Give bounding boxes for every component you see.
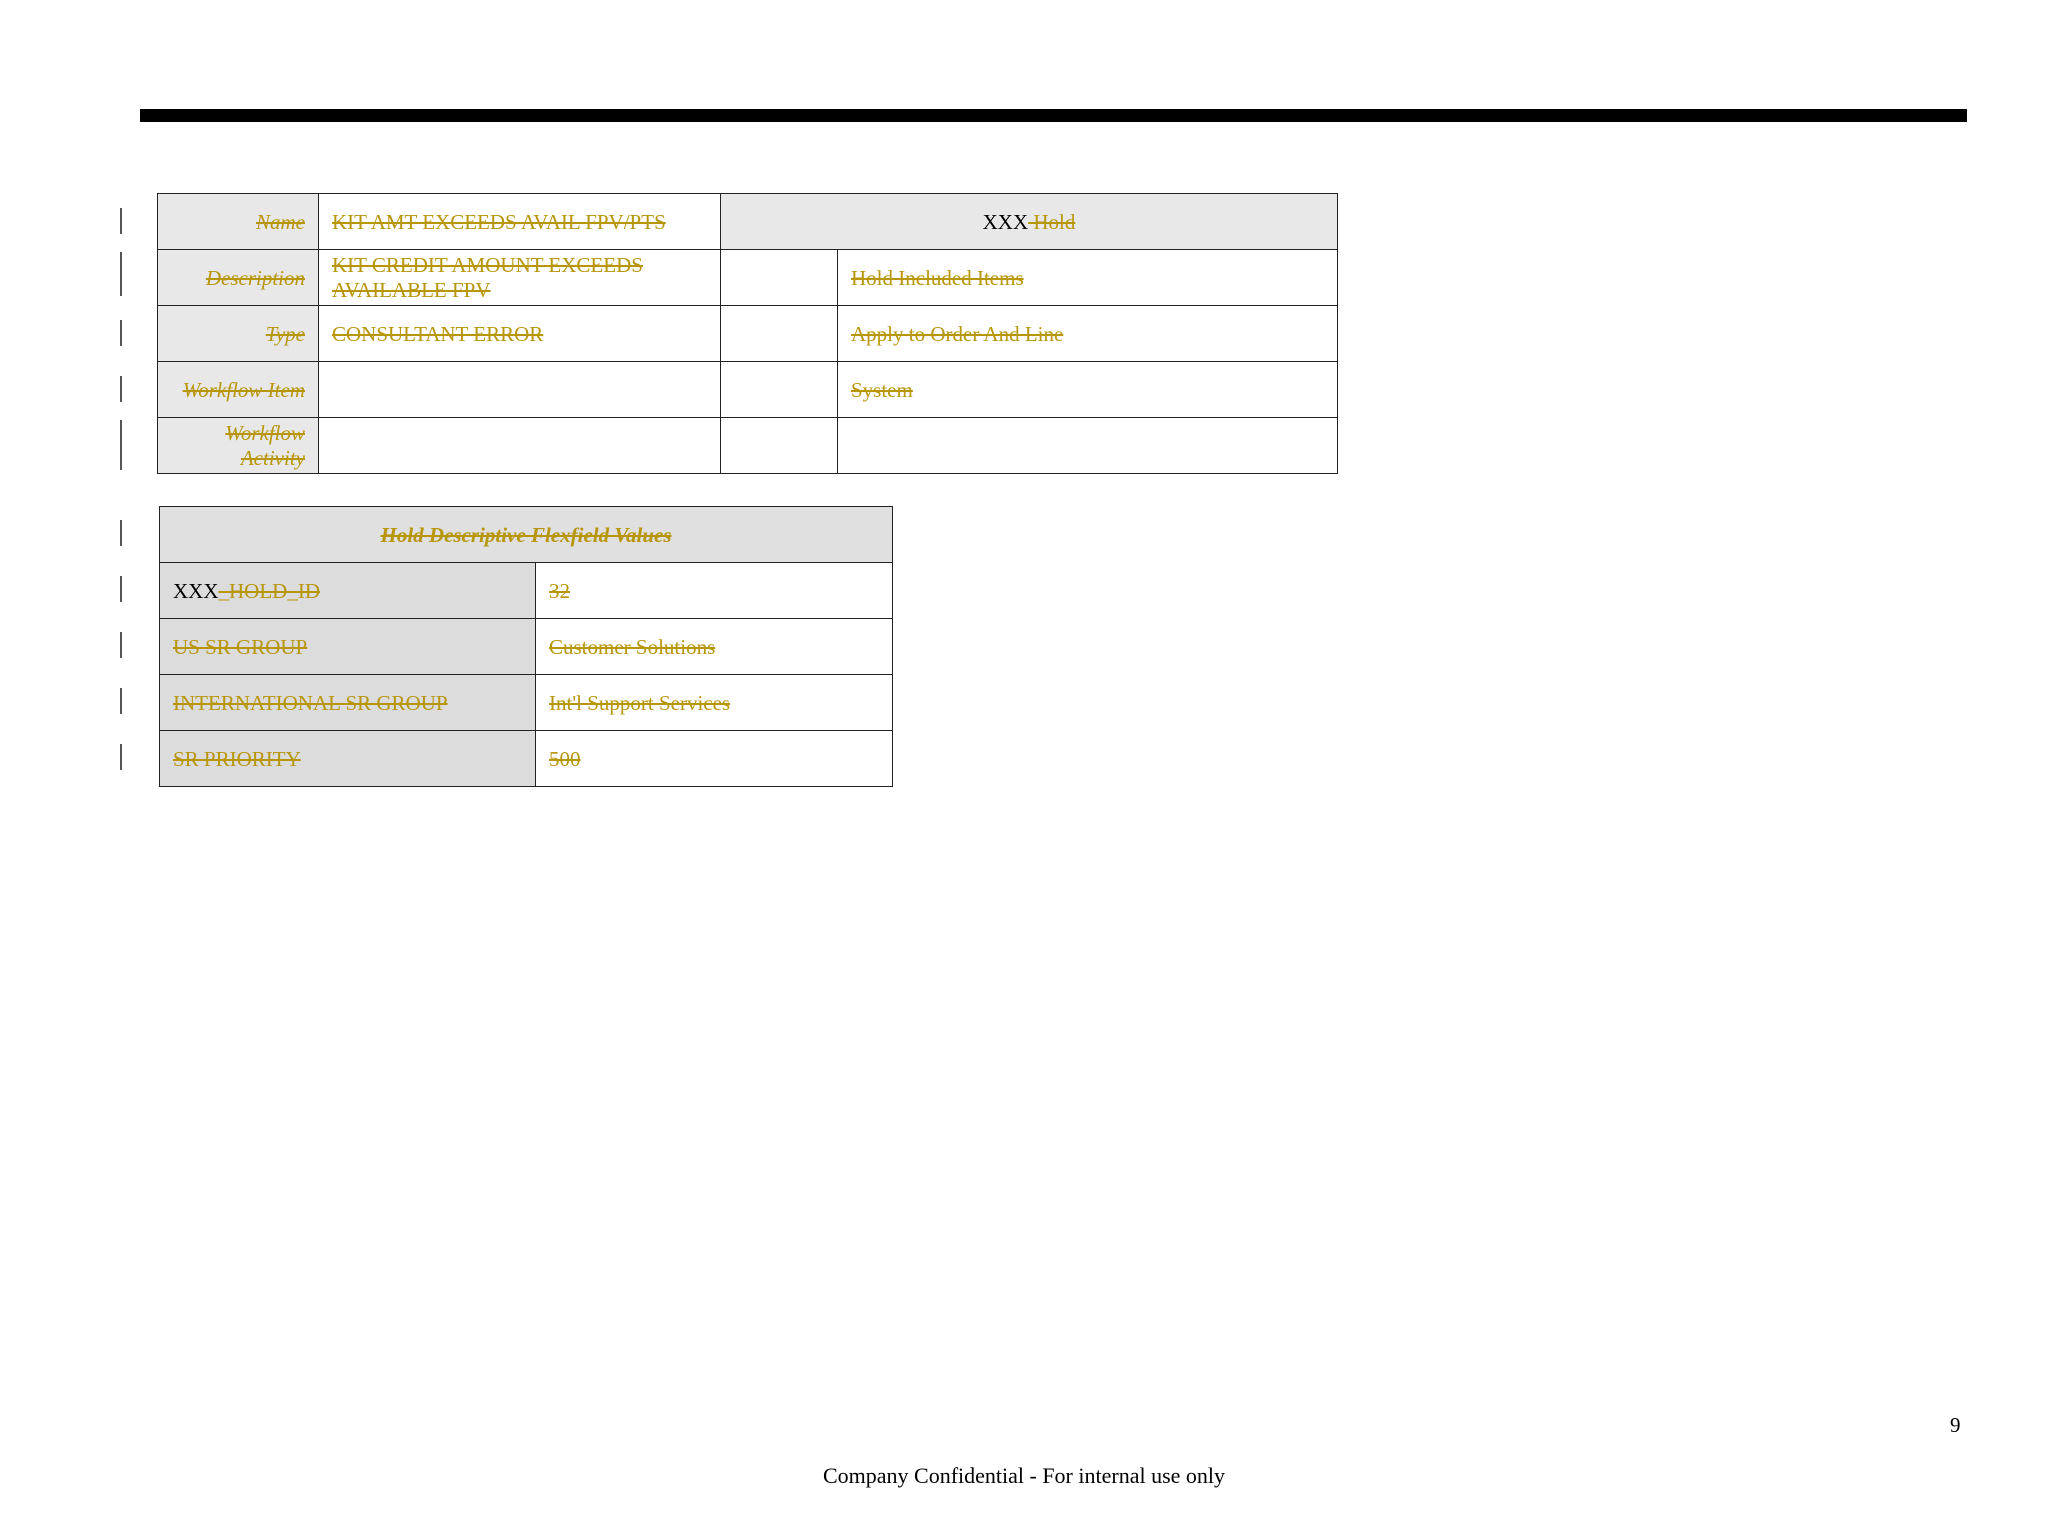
attribute-value: Int'l Support Services [536,675,893,731]
empty-cell [721,362,838,418]
table-header-row [160,507,893,563]
table-row [158,306,1338,362]
table-row [158,418,1338,474]
attribute-value: 32 [536,563,893,619]
page-number: 9 [1950,1413,1961,1437]
change-bar [120,420,122,470]
row-value [319,418,721,474]
row-right-value: System [838,362,1338,418]
row-label: Type [158,306,319,362]
row-label: Name [158,194,319,250]
empty-cell [721,306,838,362]
row-right-value: Apply to Order And Line [838,306,1338,362]
row-label: Workflow Item [158,362,319,418]
change-bar [120,744,122,770]
attribute-value: Customer Solutions [536,619,893,675]
attribute-value: 500 [536,731,893,787]
row-label: Description [158,250,319,306]
table-row [160,675,893,731]
attribute-name: INTERNATIONAL SR GROUP [160,675,536,731]
row-value [319,362,721,418]
change-bar [120,376,122,402]
row-value: KIT AMT EXCEEDS AVAIL FPV/PTS [319,194,721,250]
table-row [160,563,893,619]
table-row [160,619,893,675]
change-bar [120,208,122,234]
attribute-name: US SR GROUP [160,619,536,675]
attribute-name: XXX_HOLD_ID [160,563,536,619]
table-row [160,731,893,787]
change-bar [120,520,122,546]
change-bar [120,632,122,658]
row-label: Workflow Activity [158,418,319,474]
change-bar [120,688,122,714]
row-value: CONSULTANT ERROR [319,306,721,362]
flexfield-values-table [159,506,893,787]
table-row [158,250,1338,306]
header-rule [140,109,1967,122]
hold-header-cell: XXX Hold [721,194,1338,250]
page-footer: Company Confidential - For internal use only [822,1463,1226,1488]
row-right-value: Hold Included Items [838,250,1338,306]
empty-cell [721,250,838,306]
attribute-name: SR PRIORITY [160,731,536,787]
table-row [158,194,1338,250]
change-bar [120,320,122,346]
change-bar [120,576,122,602]
hold-definition-table [157,193,1338,474]
empty-cell [721,418,838,474]
change-bar [120,252,122,296]
table-row [158,362,1338,418]
row-right-value [838,418,1338,474]
row-value: KIT CREDIT AMOUNT EXCEEDS AVAILABLE FPV [319,250,721,306]
flexfield-title: Hold Descriptive Flexfield Values [160,507,893,563]
